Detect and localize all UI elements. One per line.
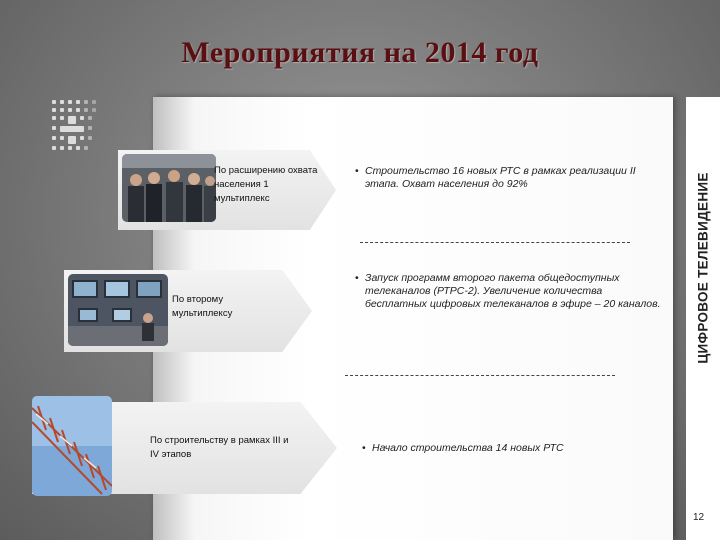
bullet-icon: • <box>355 272 359 284</box>
row-3-description: Начало строительства 14 новых РТС <box>372 442 564 454</box>
divider-1 <box>360 242 630 243</box>
row-2-description: Запуск программ второго пакета общедоступных телеканалов (РТРС-2). Увеличение количества бесплатных цифровых телеканалов в эфире – 20 каналов. <box>365 272 661 310</box>
row-1-description: Строительство 16 новых РТС в рамках реализации II этапа. Охват населения до 92% <box>365 165 636 190</box>
row-1-label: По расширению охвата населения 1 мультиплекс <box>214 165 318 204</box>
row-1-text <box>355 165 665 191</box>
row-3-label: По строительству в рамках III и IV этапов <box>150 435 289 460</box>
row-1-photo <box>122 154 216 222</box>
bullet-icon: • <box>362 442 366 454</box>
divider-2 <box>345 375 615 376</box>
row-2-label: По второму мультиплексу <box>172 294 233 319</box>
row-3-text <box>362 442 662 455</box>
row-2-text <box>355 272 665 311</box>
page-number: 12 <box>693 512 705 523</box>
bullet-icon: • <box>355 165 359 177</box>
sidebar-label: ЦИФРОВОЕ ТЕЛЕВИДЕНИЕ <box>695 172 711 364</box>
row-3-photo <box>32 396 112 496</box>
slide-title: Мероприятия на 2014 год <box>181 36 539 69</box>
row-2-photo <box>68 274 168 346</box>
